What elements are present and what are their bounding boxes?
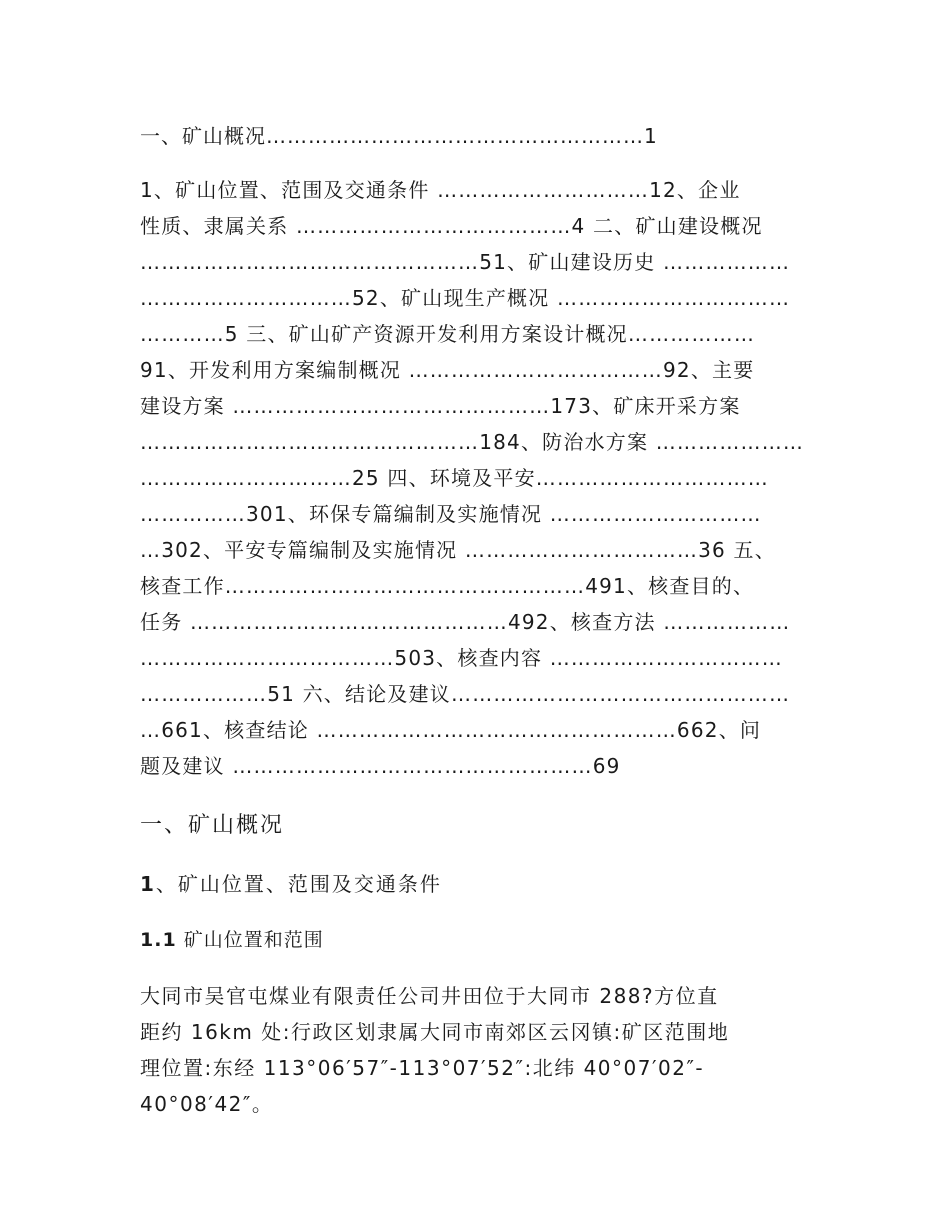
subsection-title: 、矿山位置、范围及交通条件 <box>155 872 442 896</box>
toc-line: …302、平安专篇编制及实施情况 ……………………………36 五、 <box>140 538 776 562</box>
paragraph-line: 40°08′42″。 <box>140 1092 274 1116</box>
toc-line: 建设方案 ………………………………………173、矿床开采方案 <box>140 394 741 418</box>
toc-line: 1、矿山位置、范围及交通条件 …………………………12、企业 <box>140 178 741 202</box>
toc-line: …………………………………………51、矿山建设历史 ……………… <box>140 250 791 274</box>
toc-line: ………………………………503、核查内容 …………………………… <box>140 646 783 670</box>
section-heading: 一、矿山概况 <box>140 813 285 838</box>
subsection-number: 1 <box>140 872 156 896</box>
paragraph-line: 大同市吴官屯煤业有限责任公司井田位于大同市 288?方位直 <box>140 984 719 1008</box>
toc-line: 性质、隶属关系 …………………………………4 二、矿山建设概况 <box>140 214 763 238</box>
paragraph-line: 理位置:东经 113°06′57″-113°07′52″:北纬 40°07′02″- <box>140 1056 705 1080</box>
toc-line: ……………301、环保专篇编制及实施情况 ………………………… <box>140 502 762 526</box>
toc-line: …………………………………………184、防治水方案 ………………… <box>140 430 805 454</box>
toc-line: ………………51 六、结论及建议………………………………………… <box>140 682 791 706</box>
sub-subsection-title: 矿山位置和范围 <box>183 929 324 951</box>
sub-subsection-heading <box>140 922 324 958</box>
subsection-heading <box>140 866 442 902</box>
toc-heading: 一、矿山概况………………………………………………1 <box>140 124 658 148</box>
toc-line: …………………………25 四、环境及平安…………………………… <box>140 466 770 490</box>
toc-line: …………5 三、矿山矿产资源开发利用方案设计概况……………… <box>140 322 756 346</box>
toc-line: 题及建议 ……………………………………………69 <box>140 754 621 778</box>
toc-line: 91、开发利用方案编制概况 ………………………………92、主要 <box>140 358 755 382</box>
paragraph-line: 距约 16km 处:行政区划隶属大同市南郊区云冈镇:矿区范围地 <box>140 1020 730 1044</box>
toc-line: …………………………52、矿山现生产概况 …………………………… <box>140 286 791 310</box>
body-paragraph <box>140 978 820 1122</box>
table-of-contents <box>140 172 812 784</box>
toc-line: 任务 ………………………………………492、核查方法 ……………… <box>140 610 791 634</box>
toc-line: 核查工作……………………………………………491、核查目的、 <box>140 574 755 598</box>
sub-subsection-number: 1.1 <box>140 929 177 951</box>
toc-line: …661、核查结论 ……………………………………………662、问 <box>140 718 762 742</box>
